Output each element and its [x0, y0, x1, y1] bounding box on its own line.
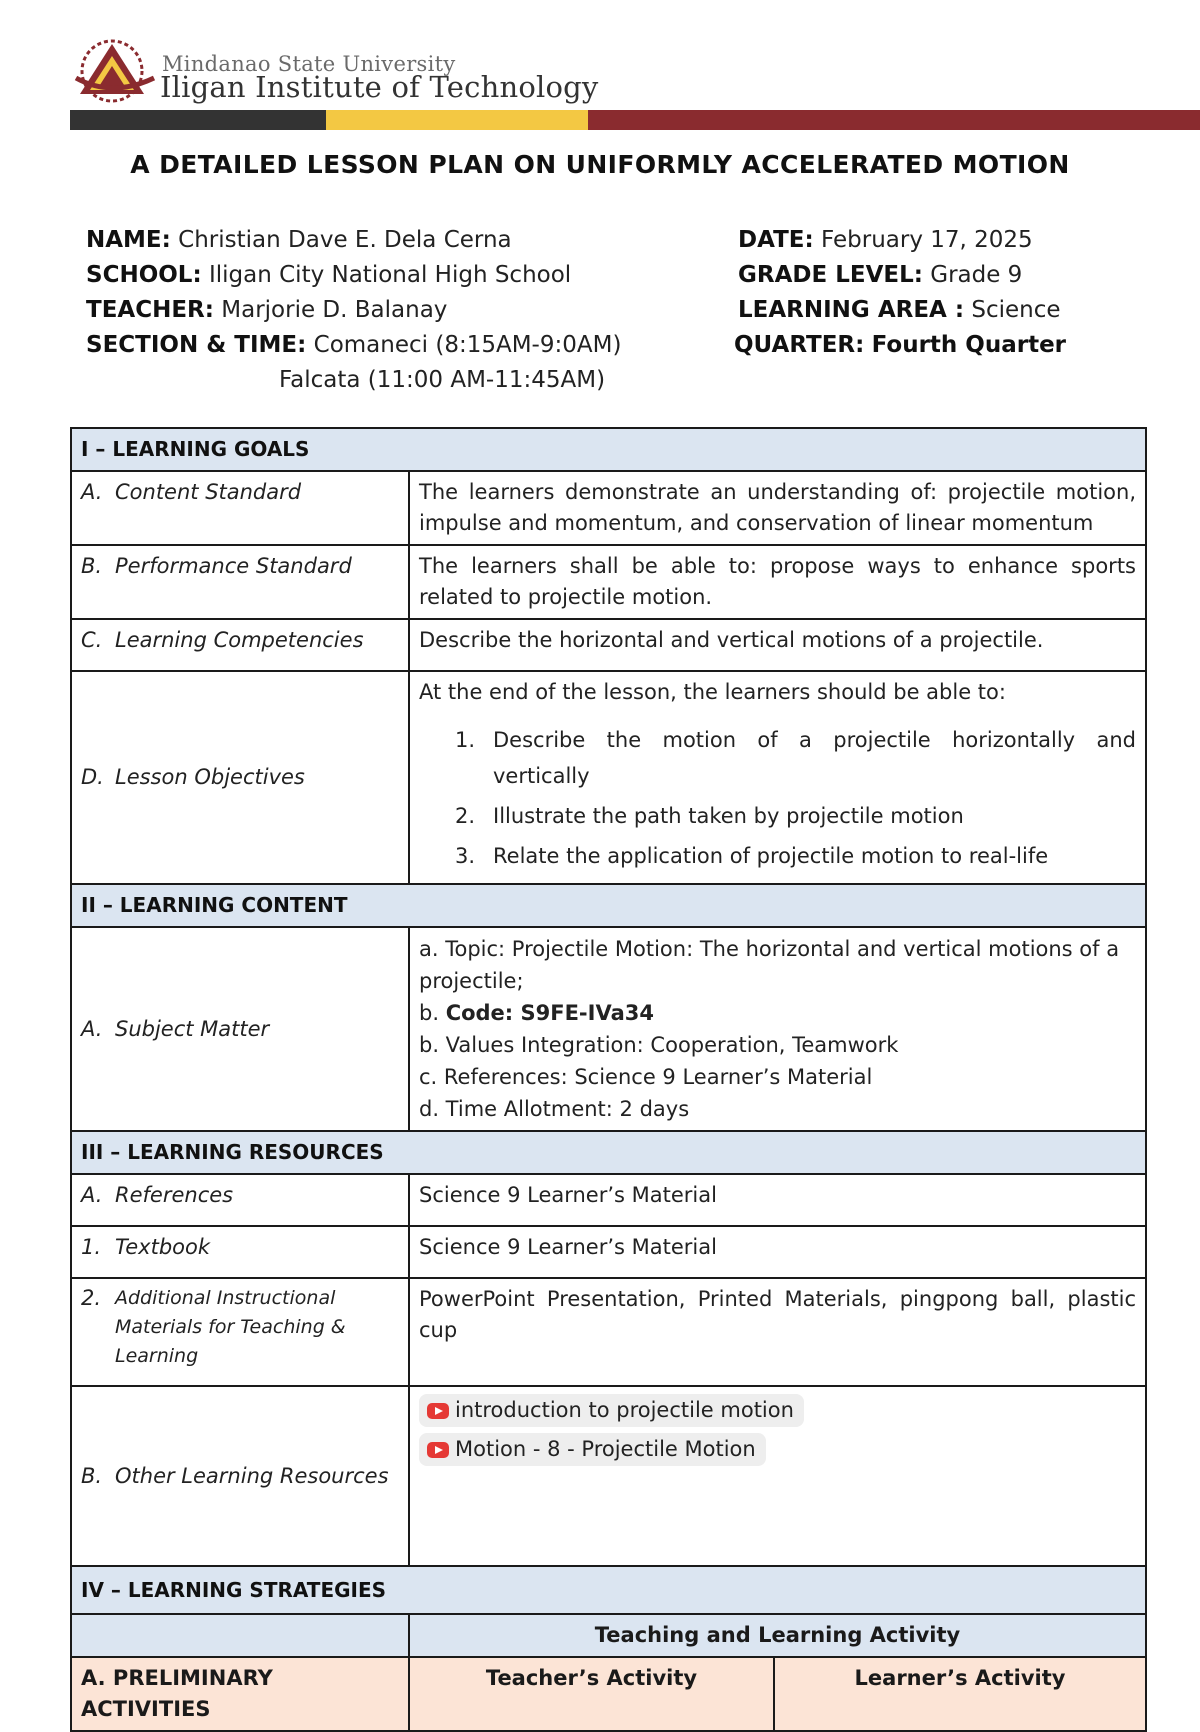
institute-name: Iligan Institute of Technology — [160, 70, 599, 104]
subject-values: b. Values Integration: Cooperation, Teamwork — [419, 1033, 899, 1057]
label-subject-matter: A. Subject Matter — [71, 927, 409, 1131]
value-lesson-objectives — [409, 671, 1146, 884]
objective-item: 2. Illustrate the path taken by projectile motion — [455, 804, 964, 828]
section-learning-resources: III – LEARNING RESOURCES — [71, 1131, 1146, 1174]
header-stripe-dark — [70, 110, 326, 130]
lesson-plan-table — [70, 427, 1147, 1732]
info-section: SECTION & TIME: Comaneci (8:15AM-9:0AM) — [86, 332, 622, 358]
value-additional-materials: PowerPoint Presentation, Printed Materials, pingpong ball, plastic cup — [409, 1278, 1146, 1386]
label-content-standard: A. Content Standard — [71, 471, 409, 545]
value-learning-competencies: Describe the horizontal and vertical motions of a projectile. — [409, 619, 1146, 671]
strategies-blank-cell — [71, 1614, 409, 1657]
objective-item: 1. Describe the motion of a projectile horizontally and vertically — [455, 728, 1136, 788]
info-quarter: QUARTER: Fourth Quarter — [734, 332, 1067, 358]
info-name: NAME: Christian Dave E. Dela Cerna — [86, 227, 512, 253]
section-learning-strategies: IV – LEARNING STRATEGIES — [71, 1566, 1146, 1614]
youtube-link[interactable]: introduction to projectile motion — [419, 1394, 804, 1427]
subject-topic: a. Topic: Projectile Motion: The horizontal and vertical motions of a projectile; — [419, 937, 1120, 993]
info-date: DATE: February 17, 2025 — [738, 227, 1033, 253]
teacher-activity-header: Teacher’s Activity — [409, 1657, 774, 1731]
youtube-icon — [427, 1442, 449, 1458]
info-section-2: Falcata (11:00 AM-11:45AM) — [279, 367, 606, 393]
header-stripe-maroon — [588, 110, 1200, 130]
preliminary-activities-label: A. PRELIMINARY ACTIVITIES — [71, 1657, 409, 1731]
header-stripe-gold — [326, 110, 588, 130]
value-subject-matter — [409, 927, 1146, 1131]
objectives-intro: At the end of the lesson, the learners should be able to: — [419, 680, 1006, 704]
teaching-learning-header: Teaching and Learning Activity — [409, 1614, 1146, 1657]
subject-code: b. Code: S9FE-IVa34 — [419, 1001, 654, 1025]
label-additional-materials: 2. Additional Instructional Materials for Teaching & Learning — [71, 1278, 409, 1386]
subject-time: d. Time Allotment: 2 days — [419, 1097, 690, 1121]
objectives-list — [419, 722, 1136, 874]
section-learning-goals: I – LEARNING GOALS — [71, 428, 1146, 471]
label-other-resources: B. Other Learning Resources — [71, 1386, 409, 1566]
value-other-resources — [409, 1386, 1146, 1566]
value-references: Science 9 Learner’s Material — [409, 1174, 1146, 1226]
label-textbook: 1. Textbook — [71, 1226, 409, 1278]
info-teacher: TEACHER: Marjorie D. Balanay — [86, 297, 448, 323]
university-name: Mindanao State University — [162, 52, 456, 76]
info-area: LEARNING AREA : Science — [738, 297, 1061, 323]
value-textbook: Science 9 Learner’s Material — [409, 1226, 1146, 1278]
msu-iit-logo — [72, 38, 158, 104]
document-title: A DETAILED LESSON PLAN ON UNIFORMLY ACCELERATED MOTION — [130, 150, 1070, 179]
label-references: A. References — [71, 1174, 409, 1226]
objective-item: 3. Relate the application of projectile motion to real-life — [455, 844, 1049, 868]
learner-activity-header: Learner’s Activity — [774, 1657, 1146, 1731]
label-lesson-objectives: D. Lesson Objectives — [71, 671, 409, 884]
value-content-standard: The learners demonstrate an understanding of: projectile motion, impulse and momentum, and conservation of linear momentum — [409, 471, 1146, 545]
label-learning-competencies: C. Learning Competencies — [71, 619, 409, 671]
youtube-link[interactable]: Motion - 8 - Projectile Motion — [419, 1433, 766, 1466]
info-grade: GRADE LEVEL: Grade 9 — [738, 262, 1023, 288]
value-performance-standard: The learners shall be able to: propose ways to enhance sports related to projectile motion. — [409, 545, 1146, 619]
section-learning-content: II – LEARNING CONTENT — [71, 884, 1146, 927]
label-performance-standard: B. Performance Standard — [71, 545, 409, 619]
info-school: SCHOOL: Iligan City National High School — [86, 262, 572, 288]
subject-references: c. References: Science 9 Learner’s Material — [419, 1065, 873, 1089]
youtube-icon — [427, 1403, 449, 1419]
